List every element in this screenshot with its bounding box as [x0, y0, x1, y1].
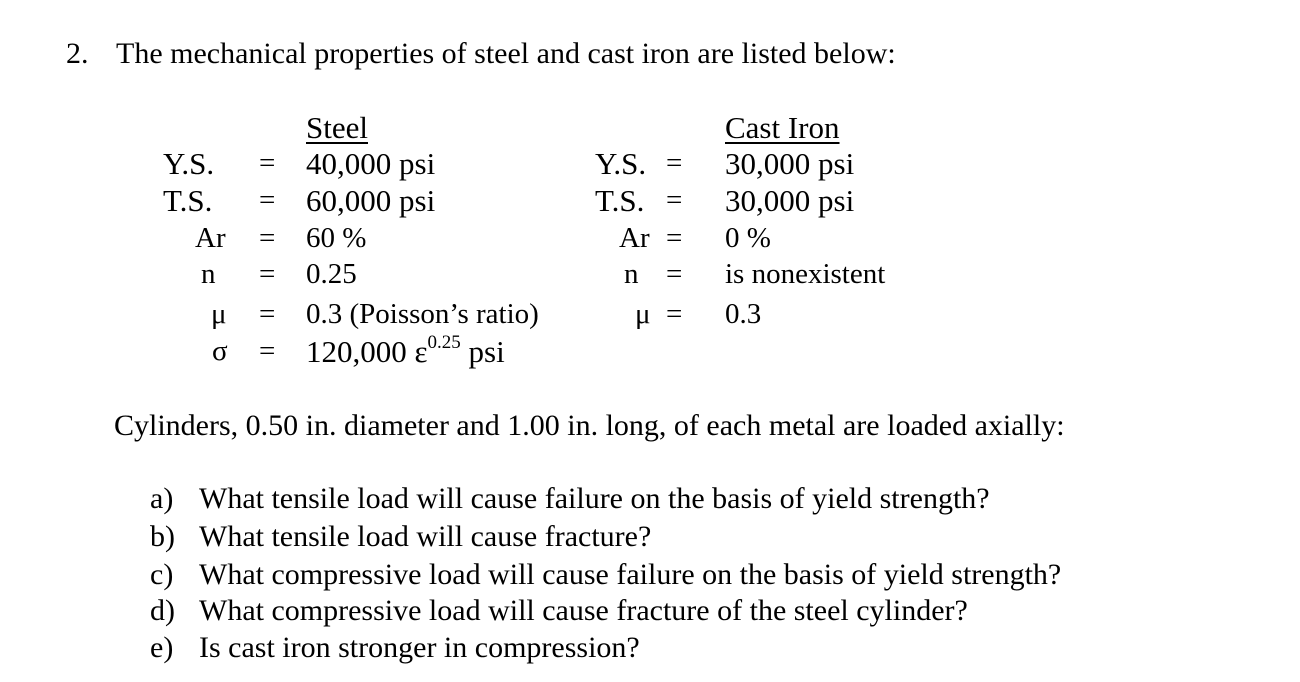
steel-equals-mu: = [259, 298, 276, 330]
cast-iron-label-ys: Y.S. [595, 146, 647, 181]
cast-iron-equals-ar: = [666, 222, 683, 254]
steel-equals-ys: = [259, 147, 276, 179]
cast-iron-value-ys: 30,000 psi [725, 146, 855, 181]
cast-iron-value-ar: 0 % [725, 222, 771, 254]
question-b-letter: b) [150, 520, 175, 553]
question-c-letter: c) [150, 558, 174, 591]
steel-equals-ar: = [259, 222, 276, 254]
question-a-text: What tensile load will cause failure on the basis of yield strength? [199, 482, 990, 515]
problem-number: 2. [66, 37, 89, 70]
question-e-text: Is cast iron stronger in compression? [199, 631, 640, 664]
cast-iron-equals-n: = [666, 258, 683, 290]
cast-iron-label-mu: μ [635, 298, 651, 330]
steel-value-sigma [306, 331, 505, 369]
cast-iron-value-n: is nonexistent [725, 258, 886, 290]
sigma-unit: psi [460, 334, 505, 369]
cast-iron-label-n: n [624, 258, 639, 290]
cast-iron-label-ts: T.S. [595, 183, 645, 218]
question-e-letter: e) [150, 631, 174, 664]
steel-equals-n: = [259, 258, 276, 290]
question-d-text: What compressive load will cause fracture of the steel cylinder? [199, 594, 968, 627]
cast-iron-equals-mu: = [666, 298, 683, 330]
steel-header: Steel [306, 110, 368, 145]
cast-iron-equals-ts: = [666, 184, 683, 216]
cylinders-statement: Cylinders, 0.50 in. diameter and 1.00 in. long, of each metal are loaded axially: [114, 409, 1065, 442]
sigma-coefficient: 120,000 ε [306, 334, 428, 369]
steel-value-ts: 60,000 psi [306, 183, 436, 218]
cast-iron-header: Cast Iron [725, 110, 840, 145]
steel-label-ts: T.S. [163, 183, 213, 218]
question-c-text: What compressive load will cause failure on the basis of yield strength? [199, 558, 1062, 591]
steel-equals-ts: = [259, 184, 276, 216]
steel-label-ys: Y.S. [163, 146, 215, 181]
steel-equals-sigma: = [259, 335, 276, 367]
steel-value-n: 0.25 [306, 258, 357, 290]
steel-value-ar: 60 % [306, 222, 367, 254]
steel-label-mu: μ [211, 298, 227, 330]
problem-statement: The mechanical properties of steel and cast iron are listed below: [116, 37, 896, 70]
steel-label-ar: Ar [195, 222, 226, 254]
question-a-letter: a) [150, 482, 174, 515]
question-b-text: What tensile load will cause fracture? [199, 520, 652, 553]
steel-label-n: n [201, 258, 216, 290]
cast-iron-label-ar: Ar [619, 222, 650, 254]
cast-iron-equals-ys: = [666, 147, 683, 179]
question-d-letter: d) [150, 594, 175, 627]
cast-iron-value-mu: 0.3 [725, 298, 762, 330]
steel-value-mu: 0.3 (Poisson’s ratio) [306, 298, 539, 330]
steel-value-ys: 40,000 psi [306, 146, 436, 181]
steel-label-sigma: σ [212, 335, 228, 367]
sigma-exponent: 0.25 [427, 331, 461, 353]
cast-iron-value-ts: 30,000 psi [725, 183, 855, 218]
